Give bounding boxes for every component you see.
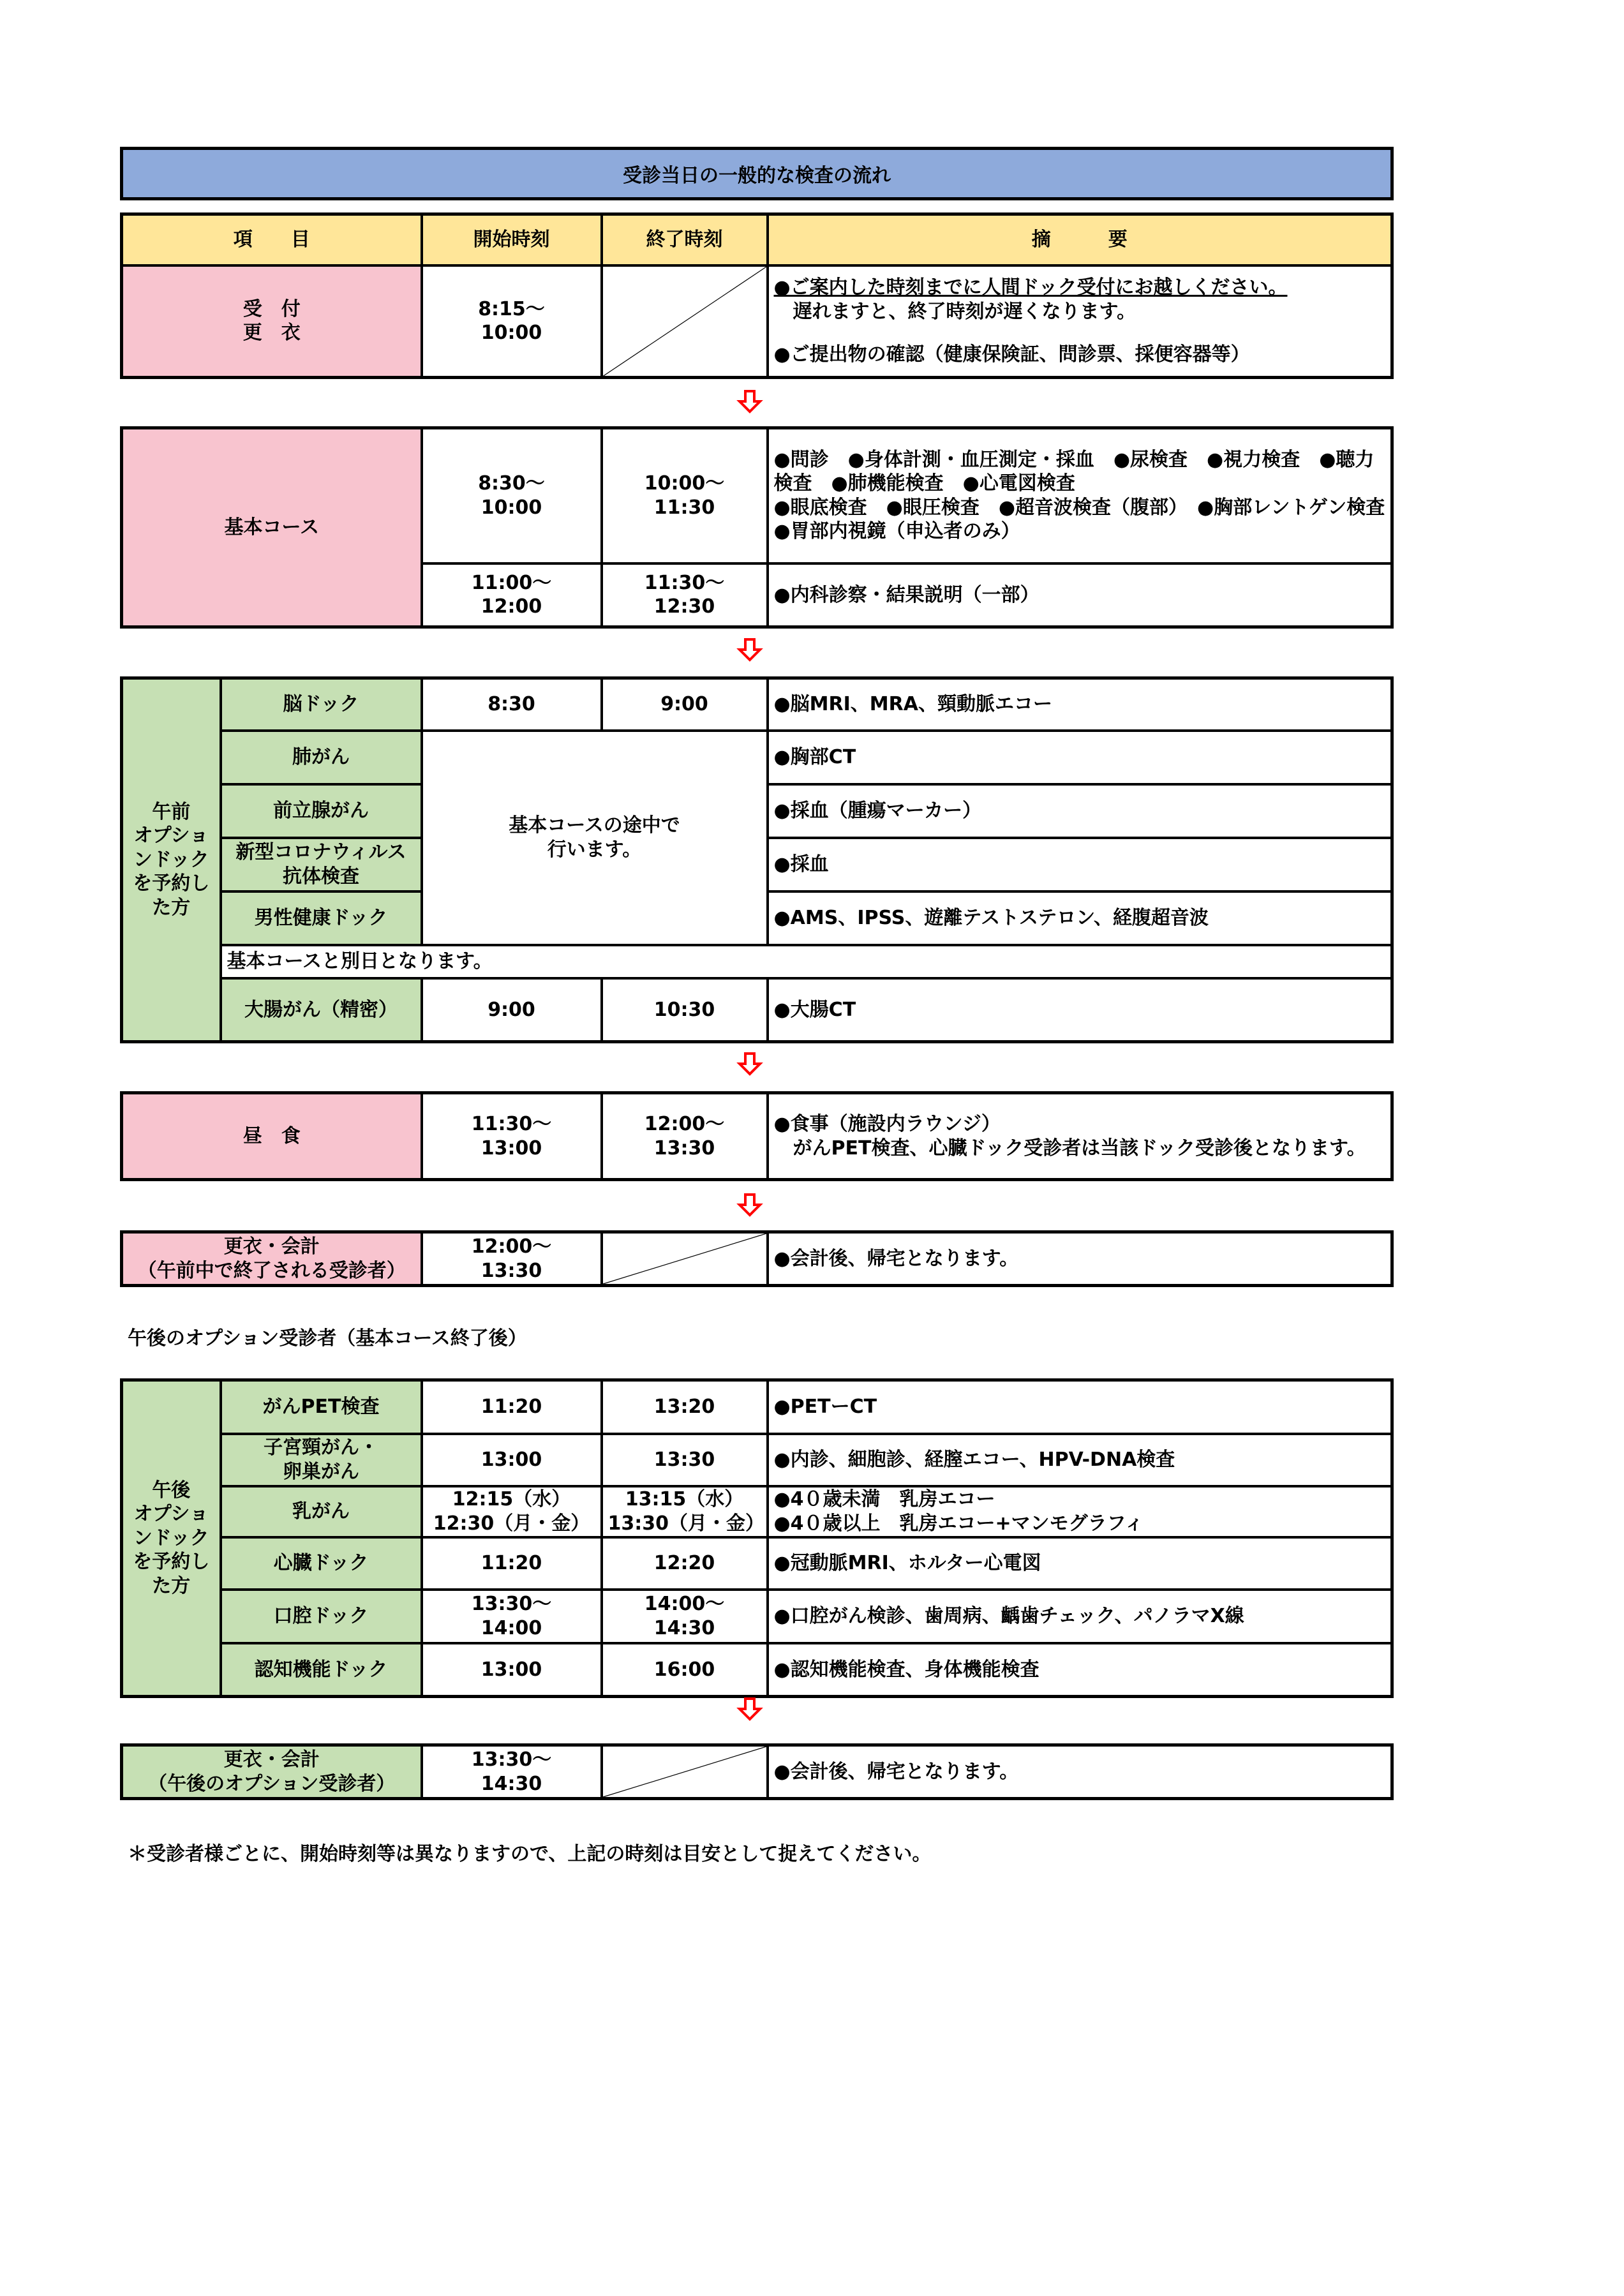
basic-summary-1: ●問診 ●身体計測・血圧測定・採血 ●尿検査 ●視力検査 ●聴力検査 ●肺機能検査 ●心電図検査 ●眼底検査 ●眼圧検査 ●超音波検査（腹部） ●胸部レントゲン検査 ●胃部内視鏡（申込者のみ）	[768, 428, 1392, 563]
pm-heading: 午後のオプション受診者（基本コース終了後）	[128, 1327, 527, 1350]
pm-row-uterus	[122, 1434, 1392, 1486]
reception-label-1: 受 付	[242, 297, 301, 320]
reception-label	[122, 265, 422, 378]
am-colon-end: 10:30	[602, 978, 768, 1042]
diagonal-line	[603, 1234, 766, 1284]
basic-start-1: 8:30～ 10:00	[422, 428, 602, 563]
pm-oral-summary: ●口腔がん検診、歯周病、齲歯チェック、パノラマX線	[768, 1590, 1392, 1643]
reception-summary-3: ●ご提出物の確認（健康保険証、問診票、採便容器等）	[773, 343, 1250, 366]
pm-pet-label: がんPET検査	[221, 1380, 422, 1434]
reception-section	[120, 212, 1394, 379]
checkout-am-section	[120, 1230, 1394, 1287]
am-colon-label: 大腸がん（精密）	[221, 978, 422, 1042]
basic-start-2: 11:00～ 12:00	[422, 563, 602, 627]
page-title-text: 受診当日の一般的な検査の流れ	[623, 165, 891, 187]
pm-uterus-summary: ●内診、細胞診、経膣エコー、HPV-DNA検査	[768, 1434, 1392, 1486]
pm-heart-label: 心臓ドック	[221, 1537, 422, 1590]
diagonal-line	[603, 1747, 766, 1797]
pm-uterus-label: 子宮頸がん・ 卵巣がん	[221, 1434, 422, 1486]
pm-row-pet	[122, 1380, 1392, 1434]
am-row-brain	[122, 678, 1392, 731]
down-arrow-icon	[737, 389, 763, 414]
checkout-pm-end-empty	[602, 1745, 768, 1799]
pm-breast-end: 13:15（水） 13:30（月・金）	[602, 1486, 768, 1537]
pm-row-cognitive	[122, 1643, 1392, 1697]
am-male-label: 男性健康ドック	[221, 891, 422, 945]
reception-start: 8:15～ 10:00	[422, 265, 602, 378]
down-arrow-icon	[737, 1051, 763, 1077]
footnote: ＊受診者様ごとに、開始時刻等は異なりますので、上記の時刻は目安として捉えてください。	[128, 1843, 932, 1865]
reception-row	[122, 265, 1392, 378]
am-male-summary: ●AMS、IPSS、遊離テストステロン、経腹超音波	[768, 891, 1392, 945]
pm-heart-start: 11:20	[422, 1537, 602, 1590]
basic-course-section	[120, 426, 1394, 629]
am-prostate-label: 前立腺がん	[221, 784, 422, 838]
pm-row-breast	[122, 1486, 1392, 1537]
lunch-row	[122, 1093, 1392, 1180]
pm-uterus-end: 13:30	[602, 1434, 768, 1486]
checkout-pm-label: 更衣・会計 （午後のオプション受診者）	[122, 1745, 422, 1799]
am-group-label: 午前 オプショ ンドック を予約し た方	[122, 678, 221, 1042]
am-row-separate	[122, 945, 1392, 978]
am-during-basic: 基本コースの途中で 行います。	[422, 731, 768, 945]
am-separate-day: 基本コースと別日となります。	[221, 945, 1392, 978]
am-prostate-summary: ●採血（腫瘍マーカー）	[768, 784, 1392, 838]
pm-pet-end: 13:20	[602, 1380, 768, 1434]
am-row-colon	[122, 978, 1392, 1042]
reception-summary-2: 遅れますと、終了時刻が遅くなります。	[773, 300, 1136, 323]
down-arrow-icon	[737, 637, 763, 662]
basic-row-1	[122, 428, 1392, 563]
pm-oral-start: 13:30～ 14:00	[422, 1590, 602, 1643]
am-colon-start: 9:00	[422, 978, 602, 1042]
am-lung-summary: ●胸部CT	[768, 731, 1392, 784]
basic-label: 基本コース	[122, 428, 422, 627]
checkout-am-row	[122, 1232, 1392, 1286]
checkout-pm-summary: ●会計後、帰宅となります。	[768, 1745, 1392, 1799]
am-covid-summary: ●採血	[768, 838, 1392, 891]
am-lung-label: 肺がん	[221, 731, 422, 784]
pm-row-oral	[122, 1590, 1392, 1643]
pm-breast-summary: ●4０歳未満 乳房エコー ●4０歳以上 乳房エコー+マンモグラフィ	[768, 1486, 1392, 1537]
pm-breast-label: 乳がん	[221, 1486, 422, 1537]
pm-cognitive-label: 認知機能ドック	[221, 1643, 422, 1697]
pm-heart-summary: ●冠動脈MRI、ホルター心電図	[768, 1537, 1392, 1590]
pm-oral-label: 口腔ドック	[221, 1590, 422, 1643]
am-brain-summary: ●脳MRI、MRA、頸動脈エコー	[768, 678, 1392, 731]
lunch-section	[120, 1091, 1394, 1181]
am-covid-label: 新型コロナウィルス 抗体検査	[221, 838, 422, 891]
am-brain-label: 脳ドック	[221, 678, 422, 731]
pm-cognitive-end: 16:00	[602, 1643, 768, 1697]
lunch-summary: ●食事（施設内ラウンジ） がんPET検査、心臓ドック受診者は当該ドック受診後となります。	[768, 1093, 1392, 1180]
checkout-pm-row	[122, 1745, 1392, 1799]
basic-summary-2: ●内科診察・結果説明（一部）	[768, 563, 1392, 627]
down-arrow-icon	[737, 1696, 763, 1722]
basic-end-2: 11:30～ 12:30	[602, 563, 768, 627]
header-start: 開始時刻	[422, 214, 602, 265]
am-brain-end: 9:00	[602, 678, 768, 731]
am-options-section	[120, 676, 1394, 1043]
pm-pet-start: 11:20	[422, 1380, 602, 1434]
pm-cognitive-start: 13:00	[422, 1643, 602, 1697]
pm-heart-end: 12:20	[602, 1537, 768, 1590]
lunch-label: 昼 食	[122, 1093, 422, 1180]
header-end: 終了時刻	[602, 214, 768, 265]
checkout-pm-start: 13:30～ 14:30	[422, 1745, 602, 1799]
down-arrow-icon	[737, 1192, 763, 1218]
pm-group-label: 午後 オプショ ンドック を予約し た方	[122, 1380, 221, 1697]
page-title	[120, 147, 1394, 200]
checkout-pm-section	[120, 1743, 1394, 1800]
pm-cognitive-summary: ●認知機能検査、身体機能検査	[768, 1643, 1392, 1697]
pm-uterus-start: 13:00	[422, 1434, 602, 1486]
reception-summary-1: ●ご案内した時刻までに人間ドック受付にお越しください。	[773, 276, 1288, 299]
pm-options-section	[120, 1378, 1394, 1698]
am-row-lung	[122, 731, 1392, 784]
reception-end-empty	[602, 265, 768, 378]
checkout-am-end-empty	[602, 1232, 768, 1286]
pm-row-heart	[122, 1537, 1392, 1590]
pm-pet-summary: ●PETーCT	[768, 1380, 1392, 1434]
header-summary: 摘 要	[768, 214, 1392, 265]
checkout-am-summary: ●会計後、帰宅となります。	[768, 1232, 1392, 1286]
am-colon-summary: ●大腸CT	[768, 978, 1392, 1042]
table-header	[122, 214, 1392, 265]
lunch-start: 11:30～ 13:00	[422, 1093, 602, 1180]
checkout-am-start: 12:00～ 13:30	[422, 1232, 602, 1286]
checkout-am-label: 更衣・会計 （午前中で終了される受診者）	[122, 1232, 422, 1286]
pm-breast-start: 12:15（水） 12:30（月・金）	[422, 1486, 602, 1537]
pm-oral-end: 14:00～ 14:30	[602, 1590, 768, 1643]
reception-summary	[768, 265, 1392, 378]
header-item: 項 目	[122, 214, 422, 265]
basic-end-1: 10:00～ 11:30	[602, 428, 768, 563]
diagonal-line	[603, 267, 766, 376]
am-brain-start: 8:30	[422, 678, 602, 731]
reception-label-2: 更 衣	[242, 322, 301, 345]
lunch-end: 12:00～ 13:30	[602, 1093, 768, 1180]
